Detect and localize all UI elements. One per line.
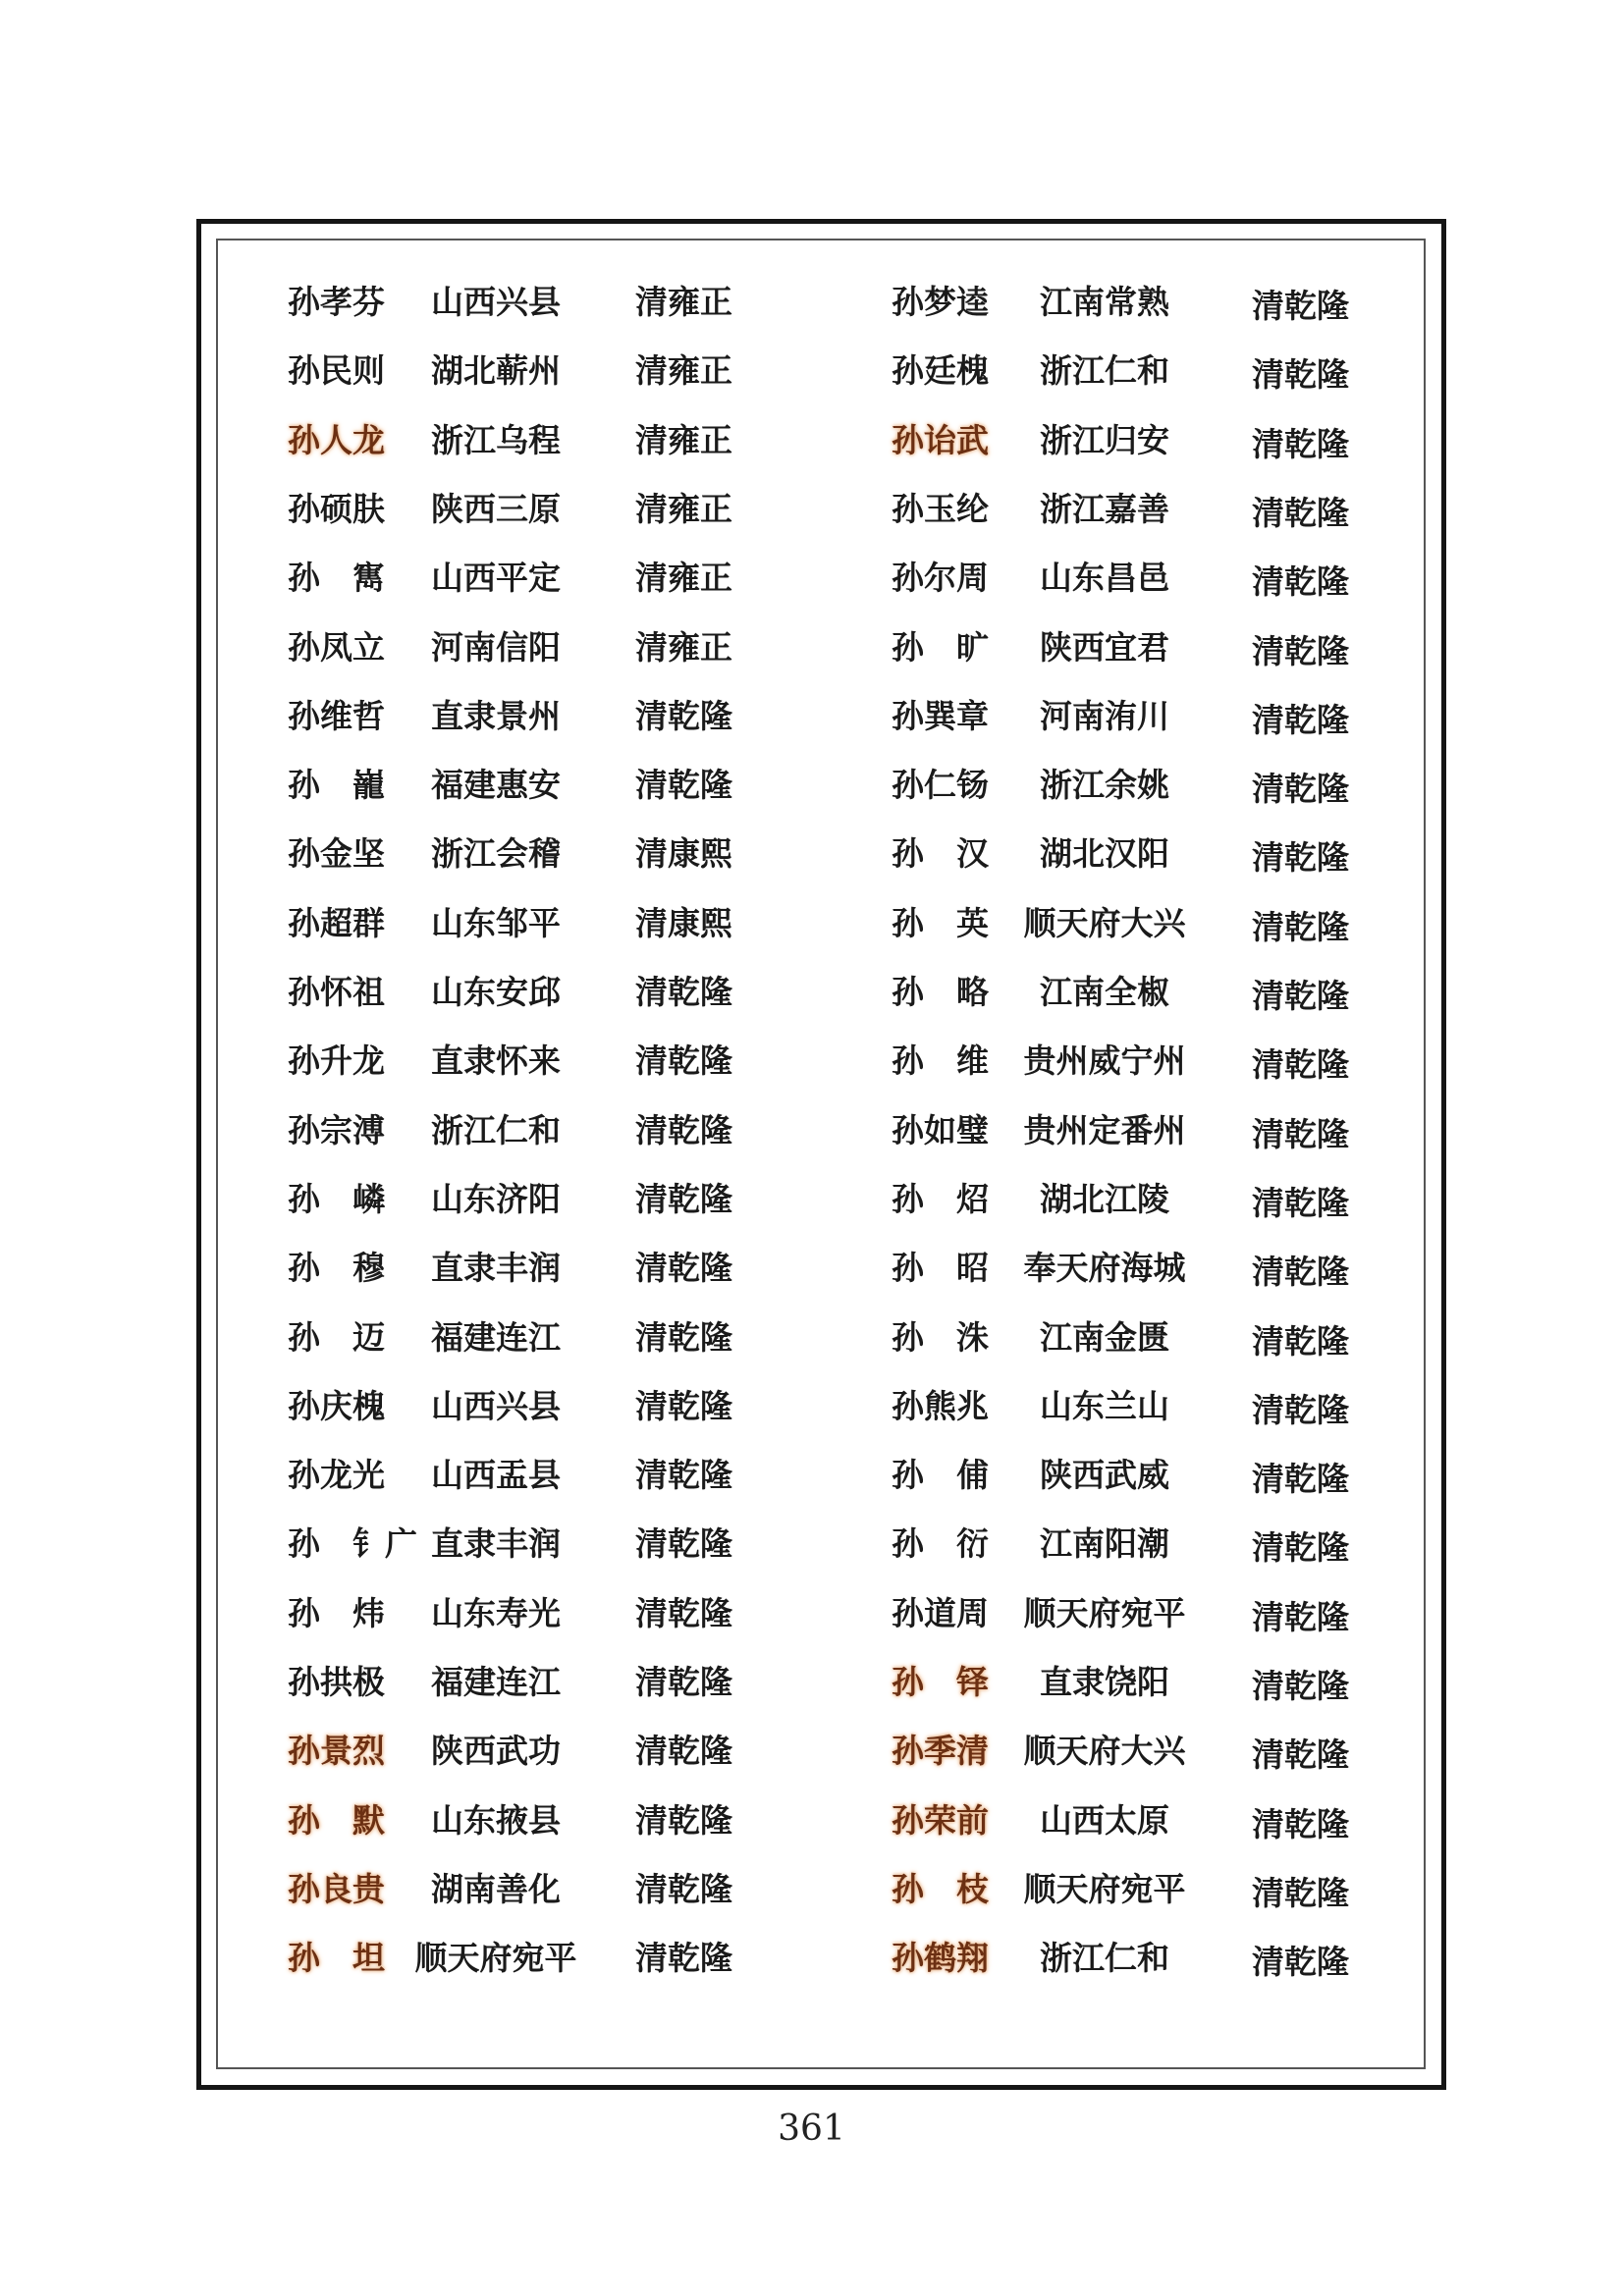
page-number: 361 xyxy=(778,2109,845,2149)
entry-era: 清乾隆 xyxy=(1252,1253,1349,1292)
entry-name: 孙维哲 xyxy=(288,696,385,735)
entry-place: 陕西宜君 xyxy=(1040,627,1169,667)
entry-name: 孙 巃 xyxy=(288,766,385,805)
entry-era: 清乾隆 xyxy=(1252,770,1349,809)
entry-era: 清雍正 xyxy=(635,420,732,459)
entry-place: 江南阳潮 xyxy=(1040,1524,1169,1564)
entry-name: 孙 英 xyxy=(892,903,989,942)
entry-era: 清乾隆 xyxy=(1252,1597,1349,1636)
entry-era: 清乾隆 xyxy=(1252,562,1349,602)
entry-era: 清雍正 xyxy=(635,283,732,321)
entry-name: 孙尔周 xyxy=(892,559,989,598)
entry-name: 孙庆槐 xyxy=(288,1386,385,1425)
entry-name: 孙凤立 xyxy=(288,627,385,667)
entry-name: 孙孝芬 xyxy=(288,283,385,321)
entry-place: 浙江仁和 xyxy=(1040,1939,1169,1978)
entry-name: 孙金坚 xyxy=(288,834,385,874)
entry-name: 孙拱极 xyxy=(288,1663,385,1701)
entry-place: 福建惠安 xyxy=(431,766,561,805)
entry-place: 顺天府宛平 xyxy=(1023,1593,1186,1632)
entry-name: 孙季清 xyxy=(892,1732,989,1771)
entry-place: 江南金匮 xyxy=(1040,1317,1169,1357)
entry-name: 孙 默 xyxy=(288,1800,385,1840)
entry-era: 清乾隆 xyxy=(635,973,732,1011)
entry-name: 孙 俌 xyxy=(892,1456,989,1495)
entry-place: 江南全椒 xyxy=(1040,973,1169,1011)
entry-era: 清乾隆 xyxy=(1252,1460,1349,1499)
entry-name: 孙 枝 xyxy=(892,1869,989,1908)
entry-place: 顺天府宛平 xyxy=(414,1939,577,1978)
entry-name: 孙 洙 xyxy=(892,1317,989,1357)
entry-name: 孙 钅广 xyxy=(288,1524,417,1564)
entry-era: 清乾隆 xyxy=(1252,631,1349,670)
entry-era: 清乾隆 xyxy=(1252,493,1349,532)
entry-era: 清乾隆 xyxy=(1252,1321,1349,1361)
entry-place: 直隶丰润 xyxy=(431,1249,561,1288)
entry-name: 孙 略 xyxy=(892,973,989,1011)
entry-name: 孙 炜 xyxy=(288,1593,385,1632)
entry-place: 直隶景州 xyxy=(431,696,561,735)
entry-era: 清乾隆 xyxy=(1252,1183,1349,1222)
entry-place: 顺天府大兴 xyxy=(1023,1732,1186,1771)
entry-era: 清雍正 xyxy=(635,559,732,598)
entry-name: 孙诒武 xyxy=(892,420,989,459)
entry-place: 山西兴县 xyxy=(431,283,561,321)
entry-era: 清乾隆 xyxy=(1252,1667,1349,1705)
entry-place: 福建连江 xyxy=(431,1663,561,1701)
entry-name: 孙 炤 xyxy=(892,1179,989,1218)
entry-name: 孙 寯 xyxy=(288,559,385,598)
entry-era: 清乾隆 xyxy=(635,1317,732,1357)
entry-place: 陕西三原 xyxy=(431,489,561,528)
entry-name: 孙良贵 xyxy=(288,1869,385,1908)
entry-place: 山东兰山 xyxy=(1040,1386,1169,1425)
entry-era: 清乾隆 xyxy=(635,1663,732,1701)
entry-era: 清乾隆 xyxy=(635,766,732,805)
entry-era: 清乾隆 xyxy=(635,1110,732,1149)
entry-place: 浙江乌程 xyxy=(431,420,561,459)
entry-name: 孙民则 xyxy=(288,351,385,391)
entry-era: 清乾隆 xyxy=(635,1869,732,1908)
entry-name: 孙人龙 xyxy=(288,420,385,459)
entry-place: 浙江余姚 xyxy=(1040,766,1169,805)
entry-era: 清雍正 xyxy=(635,489,732,528)
entry-name: 孙荣前 xyxy=(892,1800,989,1840)
entry-place: 贵州威宁州 xyxy=(1023,1041,1186,1081)
entry-era: 清乾隆 xyxy=(635,1386,732,1425)
entry-place: 浙江归安 xyxy=(1040,420,1169,459)
entry-place: 贵州定番州 xyxy=(1023,1110,1186,1149)
entry-era: 清乾隆 xyxy=(1252,1528,1349,1568)
entry-place: 山西盂县 xyxy=(431,1456,561,1495)
entry-era: 清乾隆 xyxy=(1252,424,1349,463)
entry-place: 河南信阳 xyxy=(431,627,561,667)
entry-place: 山西平定 xyxy=(431,559,561,598)
entry-era: 清乾隆 xyxy=(1252,1943,1349,1982)
entry-era: 清乾隆 xyxy=(635,696,732,735)
entry-era: 清乾隆 xyxy=(635,1939,732,1978)
entry-era: 清乾隆 xyxy=(1252,1873,1349,1912)
entry-era: 清乾隆 xyxy=(1252,1114,1349,1153)
entry-era: 清乾隆 xyxy=(635,1249,732,1288)
entry-era: 清乾隆 xyxy=(1252,1735,1349,1775)
entry-place: 山东邹平 xyxy=(431,903,561,942)
entry-era: 清乾隆 xyxy=(635,1732,732,1771)
entry-era: 清乾隆 xyxy=(1252,838,1349,878)
entry-name: 孙仁钖 xyxy=(892,766,989,805)
entry-name: 孙 昭 xyxy=(892,1249,989,1288)
entry-place: 湖南善化 xyxy=(431,1869,561,1908)
entry-name: 孙升龙 xyxy=(288,1041,385,1081)
entry-place: 山东昌邑 xyxy=(1040,559,1169,598)
entry-era: 清乾隆 xyxy=(635,1041,732,1081)
entry-name: 孙怀祖 xyxy=(288,973,385,1011)
entry-era: 清乾隆 xyxy=(1252,1390,1349,1429)
entry-name: 孙 坦 xyxy=(288,1939,385,1978)
entry-place: 直隶怀来 xyxy=(431,1041,561,1081)
entry-name: 孙硕肤 xyxy=(288,489,385,528)
entry-era: 清乾隆 xyxy=(1252,700,1349,739)
entry-name: 孙熊兆 xyxy=(892,1386,989,1425)
entry-name: 孙超群 xyxy=(288,903,385,942)
entry-era: 清乾隆 xyxy=(635,1593,732,1632)
entry-place: 福建连江 xyxy=(431,1317,561,1357)
entry-era: 清雍正 xyxy=(635,351,732,391)
entry-place: 山西兴县 xyxy=(431,1386,561,1425)
entry-era: 清乾隆 xyxy=(1252,1804,1349,1843)
entry-era: 清乾隆 xyxy=(635,1800,732,1840)
entry-place: 山西太原 xyxy=(1040,1800,1169,1840)
entry-name: 孙 迈 xyxy=(288,1317,385,1357)
entry-era: 清雍正 xyxy=(635,627,732,667)
entry-name: 孙 汉 xyxy=(892,834,989,874)
entry-place: 湖北蕲州 xyxy=(431,351,561,391)
entry-era: 清乾隆 xyxy=(1252,1045,1349,1085)
entry-name: 孙如璧 xyxy=(892,1110,989,1149)
entry-place: 奉天府海城 xyxy=(1023,1249,1186,1288)
entry-era: 清乾隆 xyxy=(1252,907,1349,946)
entry-place: 浙江会稽 xyxy=(431,834,561,874)
entry-era: 清乾隆 xyxy=(635,1179,732,1218)
entry-place: 江南常熟 xyxy=(1040,283,1169,321)
entry-place: 山东济阳 xyxy=(431,1179,561,1218)
entry-place: 河南洧川 xyxy=(1040,696,1169,735)
entry-place: 湖北江陵 xyxy=(1040,1179,1169,1218)
entry-place: 顺天府宛平 xyxy=(1023,1869,1186,1908)
entry-name: 孙景烈 xyxy=(288,1732,385,1771)
entry-name: 孙宗溥 xyxy=(288,1110,385,1149)
entry-place: 浙江嘉善 xyxy=(1040,489,1169,528)
entry-name: 孙梦逵 xyxy=(892,283,989,321)
entry-era: 清康熙 xyxy=(635,903,732,942)
entry-era: 清乾隆 xyxy=(1252,355,1349,395)
entry-place: 陕西武威 xyxy=(1040,1456,1169,1495)
entry-name: 孙 穆 xyxy=(288,1249,385,1288)
entry-era: 清乾隆 xyxy=(635,1456,732,1495)
entry-era: 清乾隆 xyxy=(1252,287,1349,325)
entry-name: 孙道周 xyxy=(892,1593,989,1632)
entry-era: 清乾隆 xyxy=(635,1524,732,1564)
entry-name: 孙廷槐 xyxy=(892,351,989,391)
entry-name: 孙 维 xyxy=(892,1041,989,1081)
entry-place: 直隶饶阳 xyxy=(1040,1663,1169,1701)
entry-name: 孙 铎 xyxy=(892,1663,989,1701)
entry-place: 陕西武功 xyxy=(431,1732,561,1771)
entry-place: 直隶丰润 xyxy=(431,1524,561,1564)
entry-place: 山东安邱 xyxy=(431,973,561,1011)
entry-era: 清乾隆 xyxy=(1252,977,1349,1015)
entry-place: 浙江仁和 xyxy=(431,1110,561,1149)
entry-name: 孙鹤翔 xyxy=(892,1939,989,1978)
entry-name: 孙巽章 xyxy=(892,696,989,735)
entry-name: 孙 衍 xyxy=(892,1524,989,1564)
entry-name: 孙玉纶 xyxy=(892,489,989,528)
entry-place: 山东寿光 xyxy=(431,1593,561,1632)
entry-place: 山东掖县 xyxy=(431,1800,561,1840)
entry-name: 孙 嶙 xyxy=(288,1179,385,1218)
entry-place: 浙江仁和 xyxy=(1040,351,1169,391)
entry-place: 湖北汉阳 xyxy=(1040,834,1169,874)
entry-era: 清康熙 xyxy=(635,834,732,874)
entry-place: 顺天府大兴 xyxy=(1023,903,1186,942)
entry-name: 孙龙光 xyxy=(288,1456,385,1495)
entry-name: 孙 旷 xyxy=(892,627,989,667)
